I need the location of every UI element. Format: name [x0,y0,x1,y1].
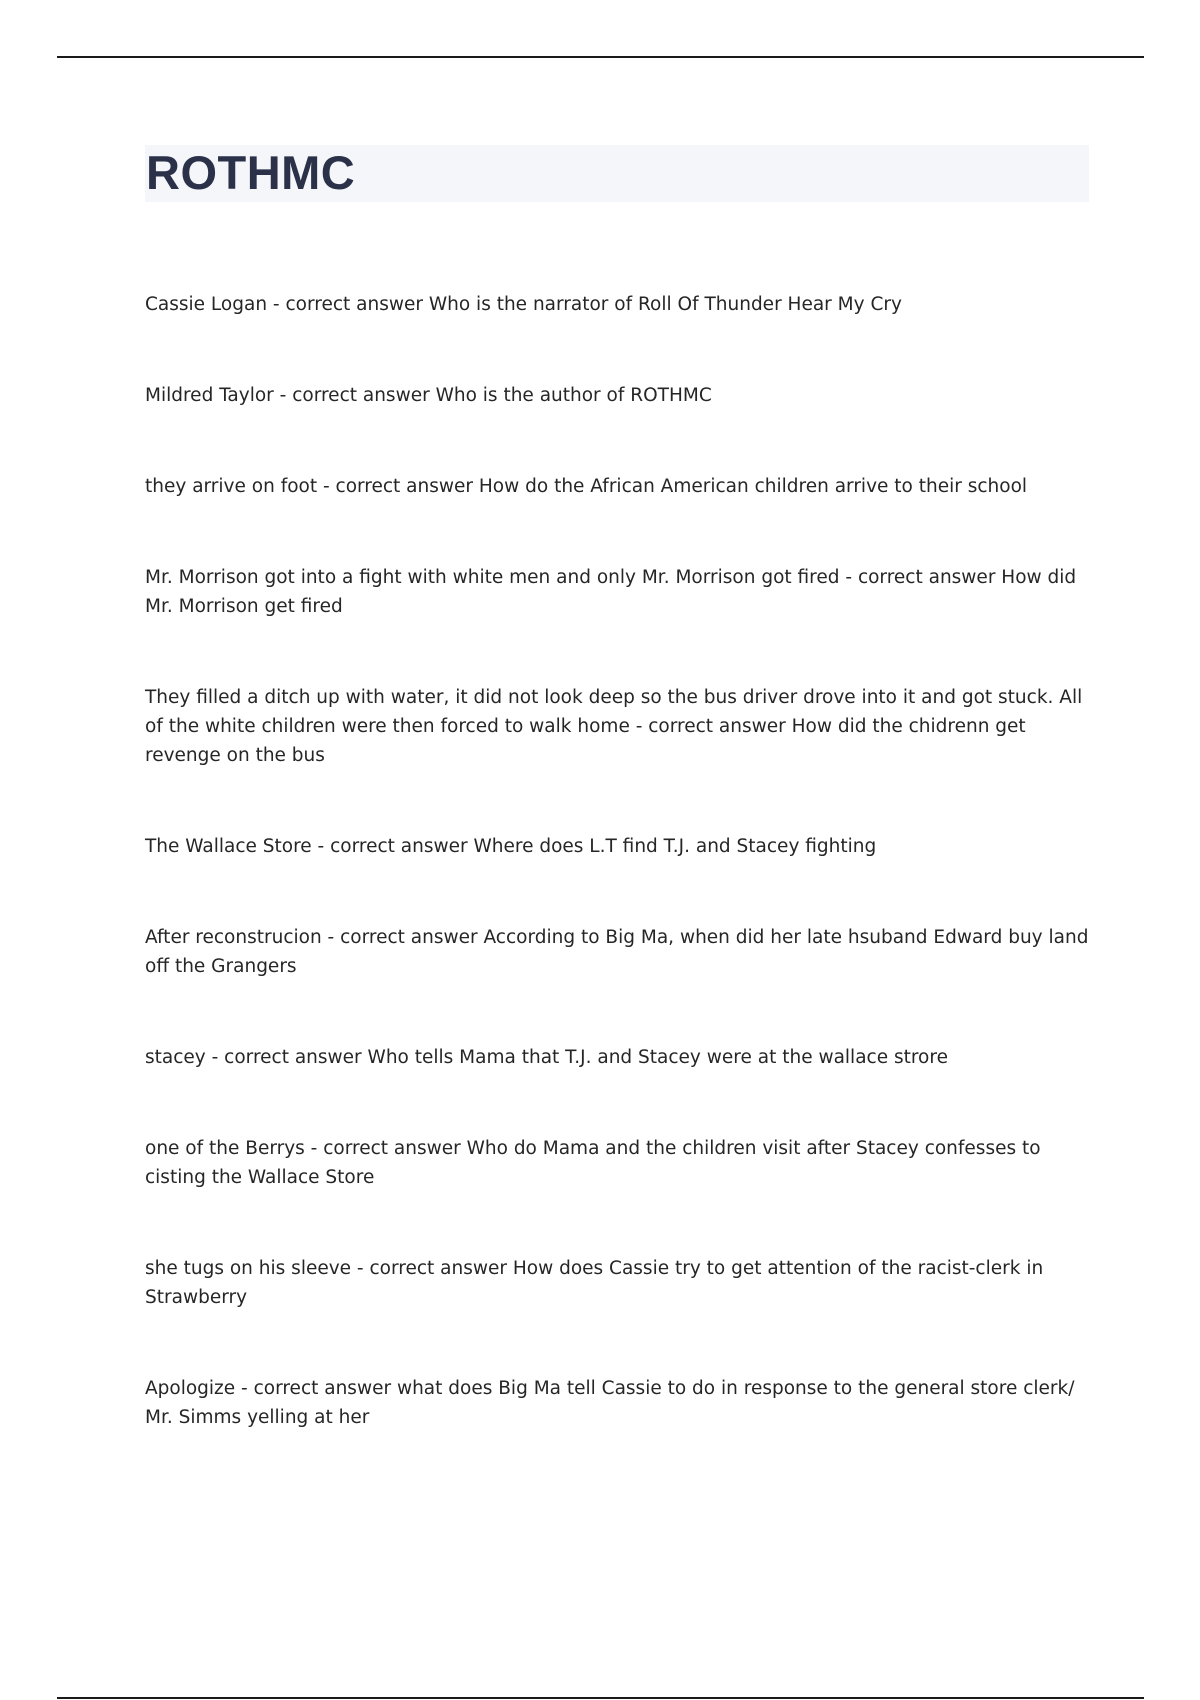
qa-list [145,290,1090,1432]
bottom-rule [57,1697,1144,1699]
qa-item: Mildred Taylor - correct answer Who is the author of ROTHMC [145,385,712,406]
qa-item: one of the Berrys - correct answer Who do Mama and the children visit after Stacey confesses to cisting the Wallace Store [145,1138,1041,1188]
qa-item: After reconstrucion - correct answer According to Big Ma, when did her late hsuband Edward buy land off the Grangers [145,927,1089,977]
qa-item: Mr. Morrison got into a fight with white men and only Mr. Morrison got fired - correct answer How did Mr. Morrison get fired [145,567,1077,617]
qa-item: she tugs on his sleeve - correct answer How does Cassie try to get attention of the racist-clerk in Strawberry [145,1258,1044,1308]
qa-item: they arrive on foot - correct answer How do the African American children arrive to their school [145,476,1028,497]
qa-item: Apologize - correct answer what does Big Ma tell Cassie to do in response to the general store clerk/ Mr. Simms yelling at her [145,1378,1075,1428]
qa-item: They filled a ditch up with water, it did not look deep so the bus driver drove into it and got stuck. All of the white children were then forced to walk home - correct answer How did the chidrenn get revenge on the bus [145,687,1083,766]
qa-item: The Wallace Store - correct answer Where does L.T find T.J. and Stacey fighting [145,836,877,857]
document-title: ROTHMC [146,146,356,199]
top-rule [57,56,1144,58]
qa-item: Cassie Logan - correct answer Who is the narrator of Roll Of Thunder Hear My Cry [145,294,902,315]
qa-item: stacey - correct answer Who tells Mama that T.J. and Stacey were at the wallace strore [145,1047,948,1068]
